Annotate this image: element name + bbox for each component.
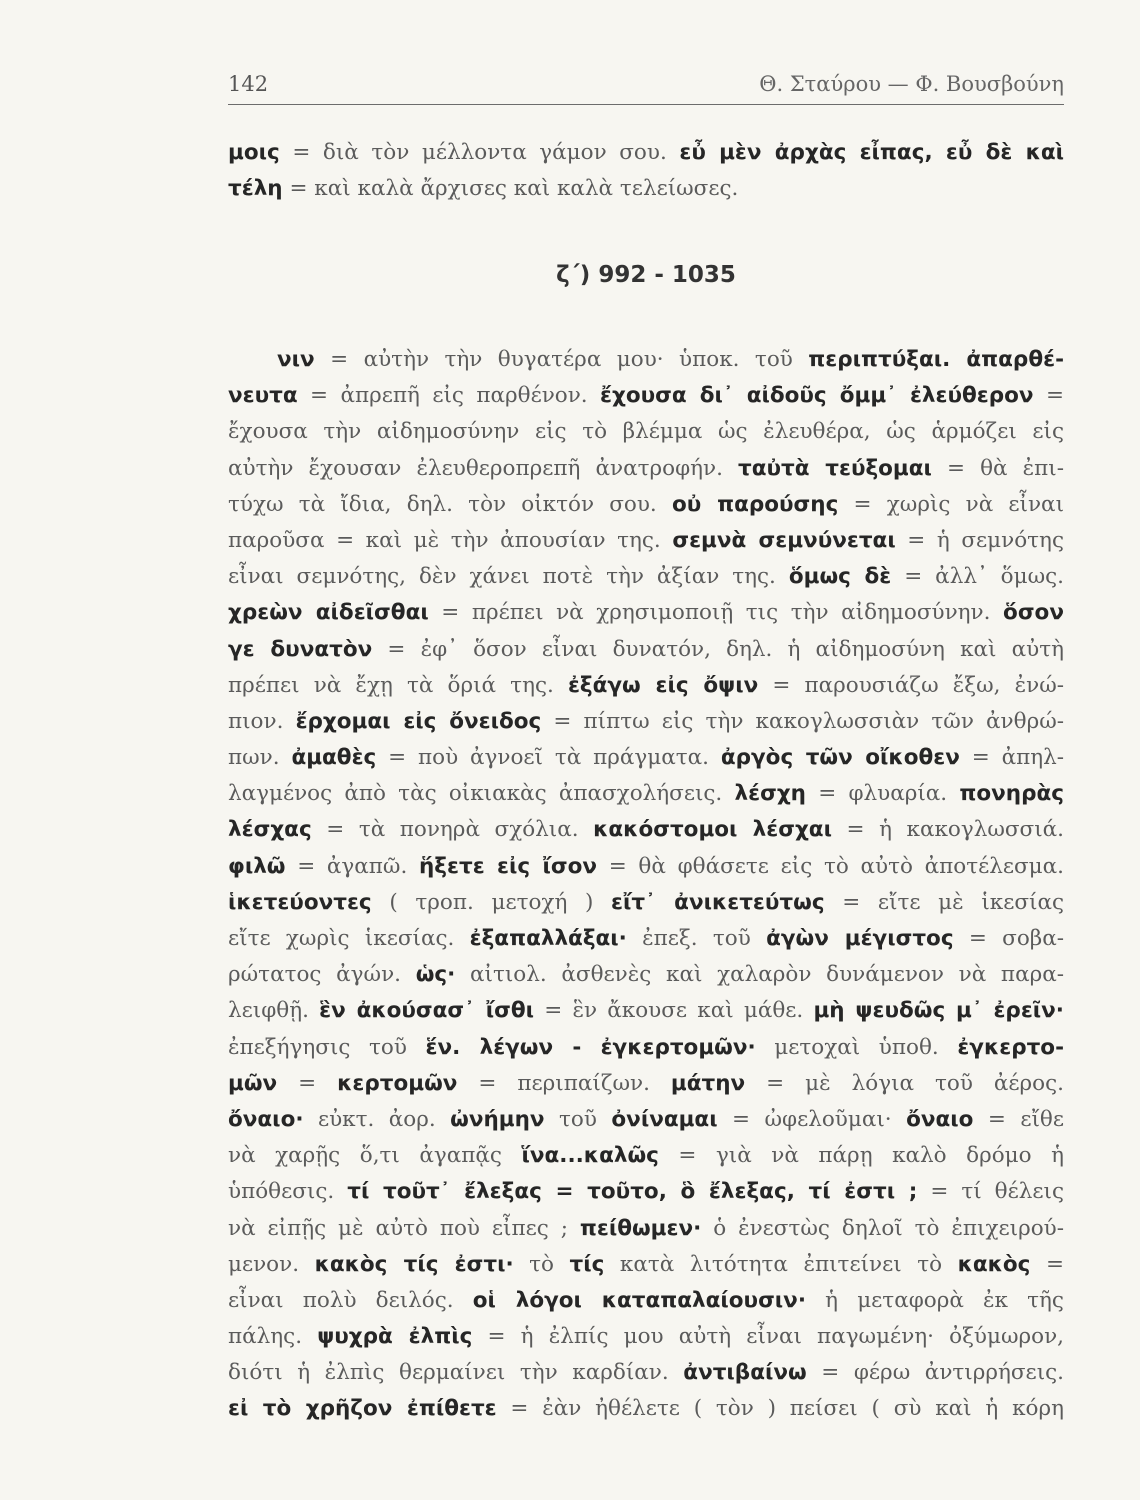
- lemma-term: ὠνήμην: [450, 1106, 545, 1132]
- gloss-text: τὸ: [513, 1251, 570, 1277]
- lemma-term: ὀνίναμαι: [611, 1106, 718, 1132]
- lemma-term: μάτην: [670, 1070, 746, 1096]
- lemma-term: ὄναιο: [906, 1106, 974, 1132]
- text-line: [228, 1066, 1064, 1102]
- text-line: [228, 1174, 1064, 1210]
- text-line: [228, 704, 1064, 740]
- text-line: [228, 740, 1064, 776]
- gloss-text: = ἡ σεμνότης: [895, 527, 1064, 553]
- gloss-text: ὁ ἐνεστὼς δηλοῖ τὸ ἐπιχειρού-: [701, 1215, 1064, 1241]
- text-line: [228, 885, 1064, 921]
- lemma-term: οὐ παρούσης: [671, 491, 839, 517]
- gloss-text: ρώτατος ἀγών.: [228, 962, 416, 988]
- gloss-text: = περιπαίζων.: [457, 1070, 671, 1096]
- text-line: [228, 921, 1064, 957]
- text-line: [228, 342, 1064, 378]
- gloss-text: μενον.: [228, 1251, 315, 1277]
- lemma-term: ὅσον: [1003, 600, 1064, 626]
- gloss-text: ἔχουσα τὴν αἰδημοσύνην εἰς τὸ βλέμμα ὡς ἐλευθέρα, ὡς ἁρμόζει εἰς: [228, 419, 1064, 445]
- gloss-text: = θὰ ἐπι-: [931, 455, 1065, 481]
- lemma-term: ὅμως δὲ: [788, 564, 892, 590]
- lemma-term: ἥξετε εἰς ἴσον: [419, 853, 597, 879]
- gloss-text: νὰ εἰπῇς μὲ αὐτὸ ποὺ εἶπες ;: [228, 1215, 580, 1241]
- header-rule: [228, 104, 1064, 105]
- lemma-term: μοις: [228, 140, 280, 165]
- text-line: [228, 523, 1064, 559]
- lemma-term: τί τοῦτ᾽ ἔλεξας = τοῦτο, ὃ ἔλεξας, τί ἐστι ;: [347, 1179, 918, 1205]
- gloss-text: = αὐτὴν τὴν θυγατέρα μου· ὑποκ. τοῦ: [314, 347, 809, 372]
- text-line: [228, 1138, 1064, 1174]
- gloss-text: = ἀπρεπῆ εἰς παρθένον.: [297, 383, 601, 409]
- text-line: [228, 776, 1064, 812]
- gloss-text: διότι ἡ ἐλπὶς θερμαίνει τὴν καρδίαν.: [228, 1360, 684, 1386]
- gloss-text: ἐπεξ. τοῦ: [626, 926, 767, 951]
- lemma-term: χρεὼν αἰδεῖσθαι: [228, 600, 429, 626]
- lemma-term: γε δυνατὸν: [228, 636, 373, 662]
- lemma-term: νευτα: [228, 383, 298, 409]
- gloss-text: ἐπεξήγησις τοῦ: [228, 1034, 426, 1060]
- lemma-term: εἰ τὸ χρῆζον ἐπίθετε: [228, 1396, 497, 1422]
- gloss-text: = ἡ κακογλωσσιά.: [831, 817, 1064, 843]
- text-line: [228, 1211, 1064, 1247]
- gloss-text: τύχω τὰ ἴδια, δηλ. τὸν οἰκτόν σου.: [228, 491, 672, 517]
- text-line: [228, 1102, 1064, 1138]
- gloss-text: ὑπόθεσις.: [228, 1179, 348, 1205]
- lemma-term: ἔρχομαι εἰς ὄνειδος: [295, 708, 542, 734]
- lemma-term: ἐγκερτο-: [957, 1034, 1065, 1060]
- lemma-term: ταὐτὰ τεύξομαι: [738, 455, 932, 481]
- gloss-text: = διὰ τὸν μέλλοντα γάμον σου.: [279, 140, 680, 165]
- lemma-term: νιν: [277, 347, 315, 372]
- gloss-text: εἶναι πολὺ δειλός.: [228, 1287, 473, 1313]
- lemma-term: εὖ μὲν ἀρχὰς εἶπας, εὖ δὲ καὶ: [679, 140, 1064, 165]
- lemma-term: ἐξαπαλλάξαι·: [469, 926, 627, 951]
- text-line: [228, 812, 1064, 848]
- page-header: [228, 72, 1064, 104]
- lemma-term: κακόστομοι λέσχαι: [593, 817, 832, 843]
- lemma-term: ἱκετεύοντες: [228, 889, 372, 915]
- gloss-text: εἶναι σεμνότης, δὲν χάνει ποτὲ τὴν ἀξίαν της.: [228, 564, 789, 590]
- gloss-text: πιον.: [228, 708, 296, 734]
- lemma-term: πονηρὰς: [959, 781, 1064, 807]
- gloss-text: = χωρὶς νὰ εἶναι: [838, 491, 1065, 517]
- text-line: [228, 993, 1064, 1029]
- lemma-term: ἀντιβαίνω: [683, 1360, 807, 1386]
- gloss-text: κατὰ λιτότητα ἐπιτείνει τὸ: [604, 1251, 958, 1277]
- lemma-term: κερτομῶν: [337, 1070, 458, 1096]
- lemma-term: περιπτύξαι. ἀπαρθέ-: [808, 347, 1064, 372]
- gloss-text: = ἐὰν ἠθέλετε ( τὸν ) πείσει ( σὺ καὶ ἡ κόρη: [496, 1396, 1064, 1422]
- text-line: [228, 1319, 1064, 1355]
- text-line: [228, 135, 1064, 171]
- lemma-term: ἐξάγω εἰς ὄψιν: [567, 672, 759, 698]
- text-line: [228, 487, 1064, 523]
- gloss-text: = ἀλλ᾽ ὅμως.: [891, 564, 1064, 590]
- text-line: [228, 632, 1064, 668]
- gloss-text: = εἴτε μὲ ἱκεσίας: [824, 889, 1065, 915]
- gloss-text: = ἀγαπῶ.: [285, 853, 419, 879]
- lemma-term: ἕν. λέγων - ἐγκερτομῶν·: [425, 1034, 756, 1060]
- gloss-text: = μὲ λόγια τοῦ ἀέρος.: [745, 1070, 1065, 1096]
- gloss-text: τοῦ: [544, 1106, 612, 1132]
- page-number: 142: [228, 72, 269, 96]
- lemma-term: ὡς·: [415, 962, 456, 988]
- lemma-term: λέσχη: [734, 781, 806, 807]
- text-line: [228, 378, 1064, 414]
- gloss-text: παροῦσα = καὶ μὲ τὴν ἀπουσίαν της.: [228, 527, 673, 553]
- gloss-text: = πρέπει νὰ χρησιμοποιῇ τις τὴν αἰδημοσύνην.: [428, 600, 1004, 626]
- gloss-text: αὐτὴν ἔχουσαν ἐλευθεροπρεπῆ ἀνατροφήν.: [228, 455, 739, 481]
- gloss-text: πάλης.: [228, 1324, 318, 1350]
- lemma-term: ἵνα...καλῶς: [521, 1143, 659, 1169]
- gloss-text: = ἀπηλ-: [959, 745, 1065, 771]
- lemma-term: μῶν: [228, 1070, 278, 1096]
- lemma-term: εἴτ᾽ ἀνικετεύτως: [611, 889, 825, 915]
- gloss-text: = ποὺ ἀγνοεῖ τὰ πράγματα.: [376, 745, 721, 771]
- text-line: [228, 668, 1064, 704]
- lemma-term: κακὸς: [957, 1251, 1031, 1277]
- lemma-term: τίς: [569, 1251, 605, 1277]
- intro-paragraph: [228, 135, 1064, 207]
- gloss-text: = παρουσιάζω ἔξω, ἐνώ-: [758, 672, 1064, 698]
- text-line: [228, 1247, 1064, 1283]
- gloss-text: = εἴθε: [973, 1106, 1064, 1132]
- gloss-text: πρέπει νὰ ἔχῃ τὰ ὅριά της.: [228, 672, 568, 698]
- gloss-text: = τὰ πονηρὰ σχόλια.: [311, 817, 594, 843]
- lemma-term: ἓν ἀκούσασ᾽ ἴσθι: [319, 998, 535, 1024]
- text-line: [228, 849, 1064, 885]
- text-line: [228, 1355, 1064, 1391]
- gloss-text: = καὶ καλὰ ἄρχισες καὶ καλὰ τελείωσες.: [282, 176, 739, 202]
- lemma-term: σεμνὰ σεμνύνεται: [672, 527, 896, 553]
- text-line: [228, 559, 1064, 595]
- gloss-text: λειφθῇ.: [228, 998, 320, 1024]
- gloss-text: = πίπτω εἰς τὴν κακογλωσσιὰν τῶν ἀνθρώ-: [541, 708, 1065, 734]
- lemma-term: ἀγὼν μέγιστος: [766, 926, 954, 951]
- gloss-text: νὰ χαρῇς ὅ,τι ἀγαπᾷς: [228, 1143, 522, 1169]
- text-line: [228, 1030, 1064, 1066]
- gloss-text: = ἐφ᾽ ὅσον εἶναι δυνατόν, δηλ. ἡ αἰδημοσύνη καὶ αὐτὴ: [372, 636, 1064, 662]
- text-line: [228, 171, 1064, 207]
- text-line: [228, 451, 1064, 487]
- lemma-term: κακὸς τίς ἐστι·: [314, 1251, 514, 1277]
- gloss-text: ( τροπ. μετοχή ): [371, 889, 612, 915]
- lemma-term: ψυχρὰ ἐλπὶς: [317, 1324, 473, 1350]
- gloss-text: = ἡ ἐλπίς μου αὐτὴ εἶναι παγωμένη· ὀξύμωρον,: [472, 1324, 1064, 1350]
- text-line: [228, 1283, 1064, 1319]
- lemma-term: λέσχας: [228, 817, 312, 843]
- gloss-text: =: [1030, 1251, 1064, 1277]
- lemma-term: ἀμαθὲς: [291, 745, 377, 771]
- lemma-term: οἱ λόγοι καταπαλαίουσιν·: [472, 1287, 806, 1313]
- text-line: [228, 1391, 1064, 1427]
- text-line: [228, 595, 1064, 631]
- lemma-term: μὴ ψευδῶς μ᾽ ἐρεῖν·: [813, 998, 1064, 1024]
- gloss-text: = γιὰ νὰ πάρῃ καλὸ δρόμο ἡ: [658, 1143, 1065, 1169]
- gloss-text: αἰτιολ. ἀσθενὲς καὶ χαλαρὸν δυνάμενον νὰ παρα-: [455, 962, 1065, 988]
- lemma-term: πείθωμεν·: [579, 1215, 702, 1241]
- section-title: ζ΄) 992 - 1035: [556, 262, 736, 288]
- gloss-text: μετοχαὶ ὑποθ.: [755, 1034, 958, 1060]
- lemma-term: ἀργὸς τῶν οἴκοθεν: [720, 745, 960, 771]
- gloss-text: εἴτε χωρὶς ἱκεσίας.: [228, 926, 470, 951]
- gloss-text: = τί θέλεις: [917, 1179, 1064, 1205]
- gloss-text: =: [277, 1070, 338, 1096]
- lemma-term: φιλῶ: [228, 853, 286, 879]
- gloss-text: ἡ μεταφορὰ ἐκ τῆς: [806, 1287, 1064, 1313]
- running-head: Θ. Σταύρου — Φ. Βουσβούνη: [759, 72, 1064, 96]
- gloss-text: = ὠφελοῦμαι·: [717, 1106, 907, 1132]
- lemma-term: τέλη: [228, 176, 283, 202]
- gloss-text: = φλυαρία.: [806, 781, 960, 807]
- gloss-text: =: [1033, 383, 1064, 409]
- gloss-text: λαγμένος ἀπὸ τὰς οἰκιακὰς ἀπασχολήσεις.: [228, 781, 735, 807]
- gloss-text: = σοβα-: [953, 926, 1064, 951]
- lemma-term: ὄναιο·: [228, 1106, 304, 1132]
- text-line: [228, 414, 1064, 450]
- gloss-text: = θὰ φθάσετε εἰς τὸ αὐτὸ ἀποτέλεσμα.: [597, 853, 1065, 879]
- commentary-paragraph: [228, 342, 1064, 1428]
- gloss-text: = φέρω ἀντιρρήσεις.: [806, 1360, 1064, 1386]
- lemma-term: ἔχουσα δι᾽ αἰδοῦς ὄμμ᾽ ἐλεύθερον: [600, 383, 1034, 409]
- gloss-text: πων.: [228, 745, 292, 771]
- text-line: [228, 957, 1064, 993]
- gloss-text: = ἓν ἄκουσε καὶ μάθε.: [534, 998, 814, 1024]
- gloss-text: εὐκτ. ἀορ.: [303, 1106, 451, 1132]
